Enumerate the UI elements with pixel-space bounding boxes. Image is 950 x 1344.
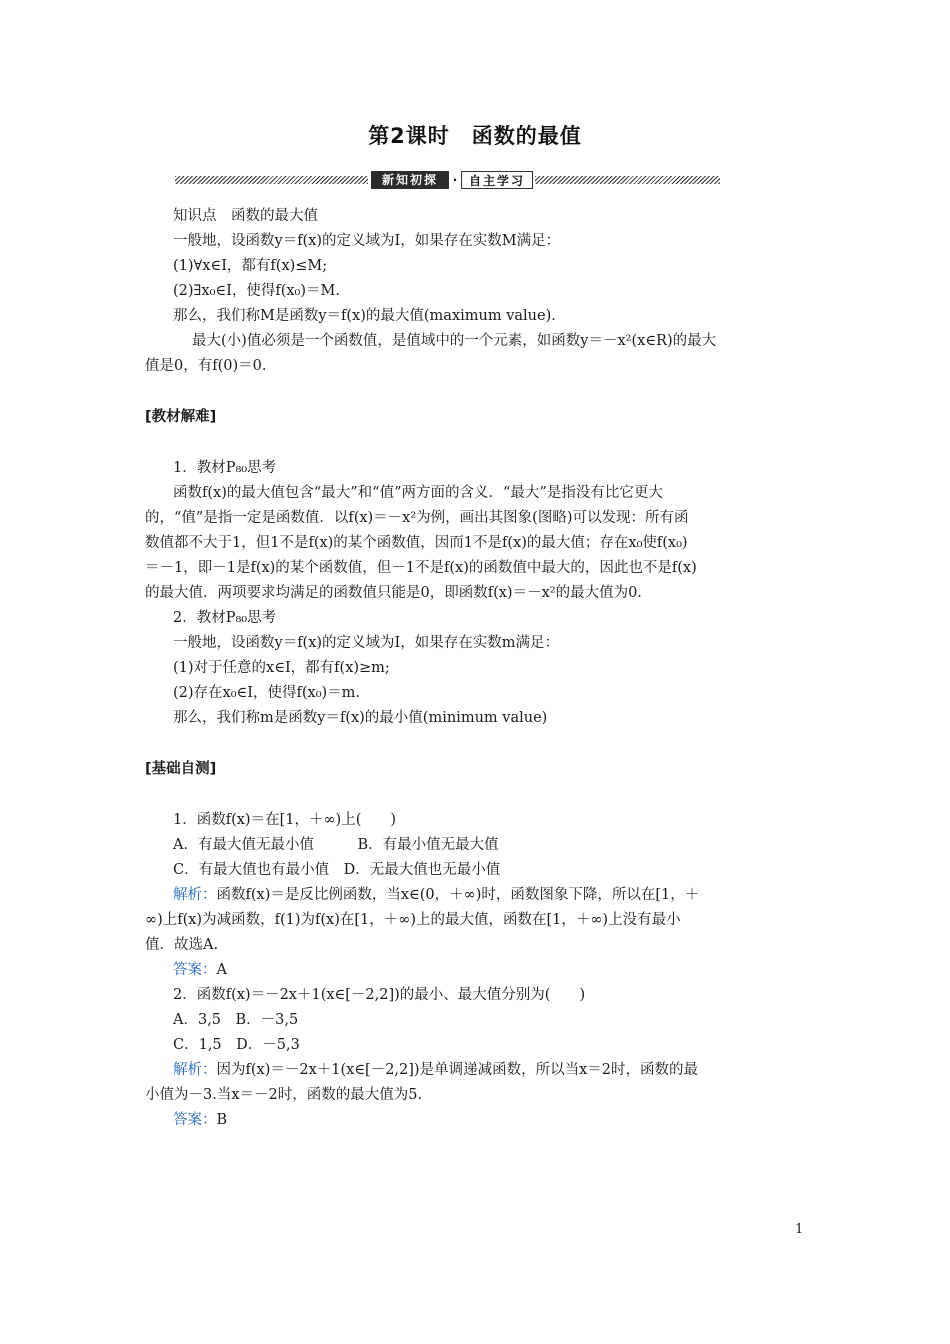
question-2-options: A．3,5 B．－3,5 [173,1012,299,1028]
analysis-label: 解析： [173,1062,217,1078]
question-1-stem: 1．函数f(x)＝在[1，＋∞)上( ) [173,812,397,828]
question-2-analysis [145,1058,807,1083]
textbook-line: 一般地，设函数y＝f(x)的定义域为I，如果存在实数m满足： [173,635,560,651]
question-1-options: A．有最大值无最小值 B．有最小值无最大值 [173,837,499,853]
question-2-analysis: 小值为－3.当x＝－2时，函数的最大值为5. [145,1087,423,1103]
knowledge-line: (1)∀x∈I，都有f(x)≤M; [173,258,328,274]
textbook-line: 的最大值．两项要求均满足的函数值只能是0，即函数f(x)＝－x²的最大值为0. [145,585,642,601]
question-2-answer [145,1108,807,1133]
question-1-options: C．有最大值也有最小值 D．无最大值也无最小值 [173,862,501,878]
textbook-line: 函数f(x)的最大值包含“最大”和“值”两方面的含义．“最大”是指没有比它更大 [173,485,663,501]
textbook-item: 2．教材P₈₀思考 [173,610,277,626]
question-1-analysis [145,883,807,908]
banner-tag-new-knowledge: 新知初探 [371,171,449,189]
content-body [145,204,807,1133]
answer-value: A [216,962,227,978]
section-heading-textbook: [教材解难] [145,409,217,425]
knowledge-line: 那么，我们称M是函数y＝f(x)的最大值(maximum value). [173,308,556,324]
knowledge-note: 最大(小)值必须是一个函数值，是值域中的一个元素，如函数y＝－x²(x∈R)的最大 [192,333,717,349]
textbook-line: (2)存在x₀∈I，使得f(x₀)＝m. [173,685,361,701]
textbook-line: 数值都不大于1，但1不是f(x)的某个函数值，因而1不是f(x)的最大值；存在x₀使f(x₀) [145,535,688,551]
knowledge-line: 一般地，设函数y＝f(x)的定义域为I，如果存在实数M满足： [173,233,561,249]
question-1-answer [145,958,807,983]
question-2-stem: 2．函数f(x)＝－2x＋1(x∈[－2,2])的最小、最大值分别为( ) [173,987,586,1003]
analysis-text: 因为f(x)＝－2x＋1(x∈[－2,2])是单调递减函数，所以当x＝2时，函数的最 [216,1062,698,1078]
textbook-line: 那么，我们称m是函数y＝f(x)的最小值(minimum value) [173,710,548,726]
textbook-line: 的，“值”是指一定是函数值．以f(x)＝－x²为例，画出其图象(图略)可以发现：所有函 [145,510,689,526]
analysis-label: 解析： [173,887,217,903]
section-heading-self-test: [基础自测] [145,761,217,777]
answer-label: 答案： [173,1112,217,1128]
knowledge-heading: 知识点 函数的最大值 [173,208,318,224]
question-2-options: C．1,5 D．－5,3 [173,1037,300,1053]
knowledge-note: 值是0，有f(0)＝0. [145,358,267,374]
answer-value: B [216,1112,228,1128]
textbook-line: ＝－1，即－1是f(x)的某个函数值，但－1不是f(x)的函数值中最大的，因此也不是f(x) [145,560,697,576]
answer-label: 答案： [173,962,217,978]
page-title: 第2课时 函数的最值 [368,124,582,148]
banner-hatch-left [175,176,368,184]
question-1-analysis: ∞)上f(x)为减函数，f(1)为f(x)在[1，＋∞)上的最大值，函数在[1，＋∞)上没有最小 [145,912,681,928]
textbook-line: (1)对于任意的x∈I，都有f(x)≥m; [173,660,390,676]
section-banner [175,171,720,189]
banner-dot: · [452,173,458,187]
analysis-text: 函数f(x)＝是反比例函数，当x∈(0，＋∞)时，函数图象下降，所以在[1，＋ [216,887,700,903]
page-number: 1 [795,1222,804,1237]
textbook-item: 1．教材P₈₀思考 [173,460,277,476]
banner-hatch-right [535,176,720,184]
banner-tag-self-study: 自主学习 [461,171,533,189]
question-1-analysis: 值．故选A. [145,937,219,953]
knowledge-line: (2)∃x₀∈I，使得f(x₀)＝M. [173,283,340,299]
